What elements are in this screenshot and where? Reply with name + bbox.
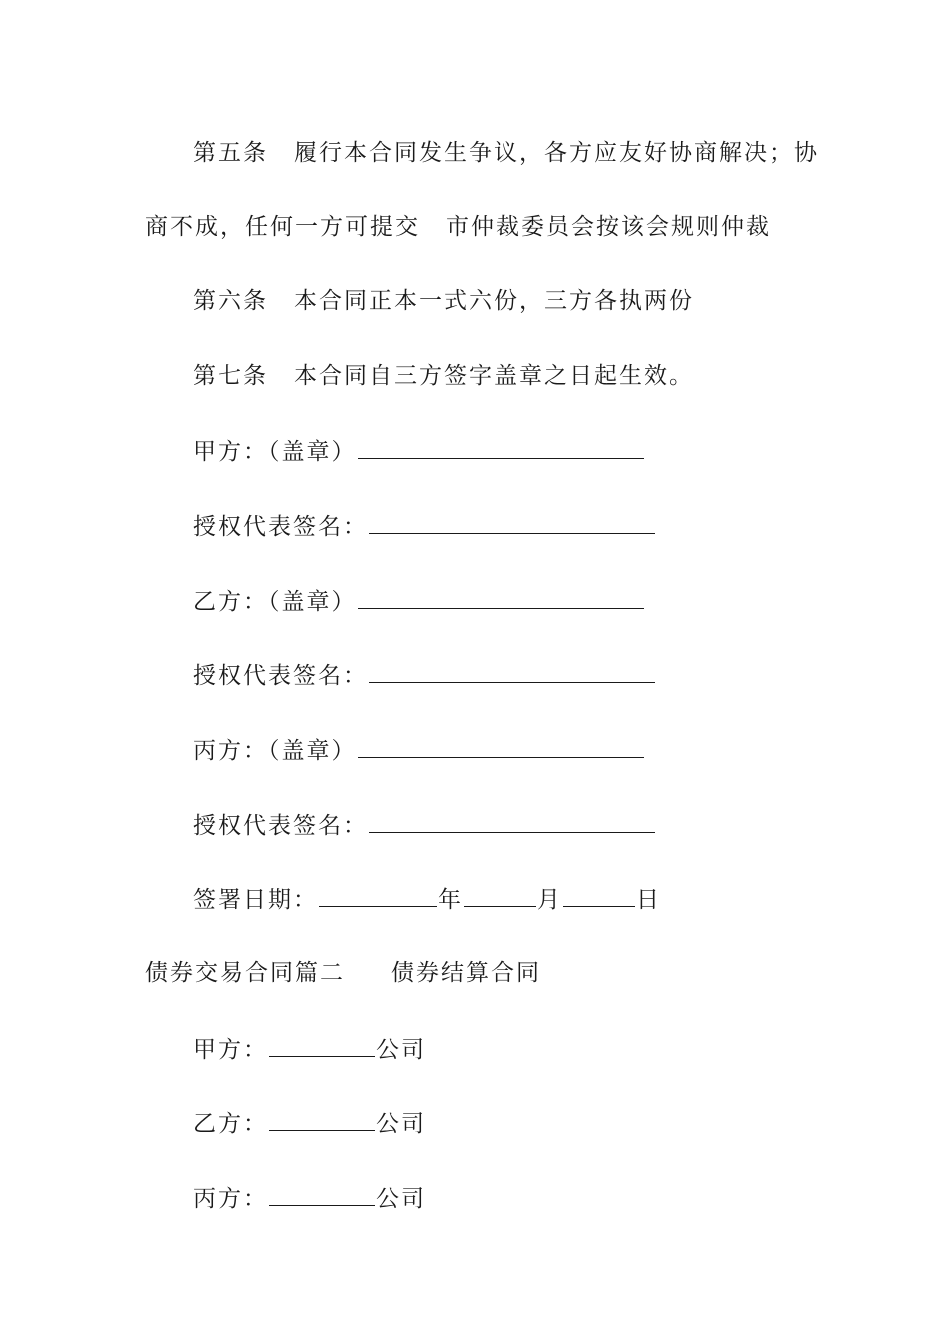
party-a-rep-label: 授权代表签名： xyxy=(193,514,368,540)
year-label: 年 xyxy=(438,887,463,913)
section-2-heading-b: 债券结算合同 xyxy=(391,960,541,986)
article-7 xyxy=(193,361,694,391)
day-label: 日 xyxy=(636,887,661,913)
party-b-rep-row xyxy=(193,660,656,691)
section-2-heading xyxy=(145,958,541,988)
section-2-party-c-row xyxy=(193,1183,426,1214)
article-5-line-1 xyxy=(193,138,819,168)
article-5-label: 第五条 xyxy=(193,140,268,166)
month-blank[interactable] xyxy=(464,884,536,907)
article-6-label: 第六条 xyxy=(193,288,268,314)
section-2-heading-a: 债券交易合同篇二 xyxy=(145,960,345,986)
section-2-party-a-company: 公司 xyxy=(376,1037,426,1063)
section-2-party-c-company: 公司 xyxy=(376,1186,426,1212)
party-a-rep-row xyxy=(193,511,656,542)
article-7-label: 第七条 xyxy=(193,363,268,389)
section-2-party-a-label: 甲方： xyxy=(193,1037,268,1063)
article-6-text: 本合同正本一式六份，三方各执两份 xyxy=(294,288,694,314)
party-b-seal-blank[interactable] xyxy=(358,586,644,609)
party-a-rep-blank[interactable] xyxy=(369,511,655,534)
party-b-seal-label: 乙方：（盖章） xyxy=(193,589,357,615)
party-b-seal-row xyxy=(193,586,645,617)
party-c-rep-label: 授权代表签名： xyxy=(193,813,368,839)
section-2-party-c-label: 丙方： xyxy=(193,1186,268,1212)
party-c-rep-blank[interactable] xyxy=(369,810,655,833)
month-label: 月 xyxy=(537,887,562,913)
party-b-rep-blank[interactable] xyxy=(369,660,655,683)
article-5-line-2 xyxy=(145,212,771,242)
day-blank[interactable] xyxy=(563,884,635,907)
section-2-party-a-blank[interactable] xyxy=(269,1034,375,1057)
article-6 xyxy=(193,286,694,316)
section-2-party-b-row xyxy=(193,1108,426,1139)
year-blank[interactable] xyxy=(319,884,437,907)
article-5-cont-a: 商不成，任何一方可提交 xyxy=(145,214,420,240)
article-5-cont-b: 市仲裁委员会按该会规则仲裁 xyxy=(446,214,771,240)
section-2-party-a-row xyxy=(193,1034,426,1065)
party-c-seal-blank[interactable] xyxy=(358,735,644,758)
party-c-seal-label: 丙方：（盖章） xyxy=(193,738,357,764)
party-c-rep-row xyxy=(193,810,656,841)
party-a-seal-blank[interactable] xyxy=(358,436,644,459)
section-2-party-b-label: 乙方： xyxy=(193,1111,268,1137)
party-a-seal-row xyxy=(193,436,645,467)
section-2-party-b-blank[interactable] xyxy=(269,1108,375,1131)
signing-date-row xyxy=(193,884,661,915)
party-a-seal-label: 甲方：（盖章） xyxy=(193,439,357,465)
party-b-rep-label: 授权代表签名： xyxy=(193,663,368,689)
section-2-party-c-blank[interactable] xyxy=(269,1183,375,1206)
article-5-text: 履行本合同发生争议，各方应友好协商解决；协 xyxy=(294,140,819,166)
signing-date-label: 签署日期： xyxy=(193,887,318,913)
article-7-text: 本合同自三方签字盖章之日起生效。 xyxy=(294,363,694,389)
section-2-party-b-company: 公司 xyxy=(376,1111,426,1137)
party-c-seal-row xyxy=(193,735,645,766)
